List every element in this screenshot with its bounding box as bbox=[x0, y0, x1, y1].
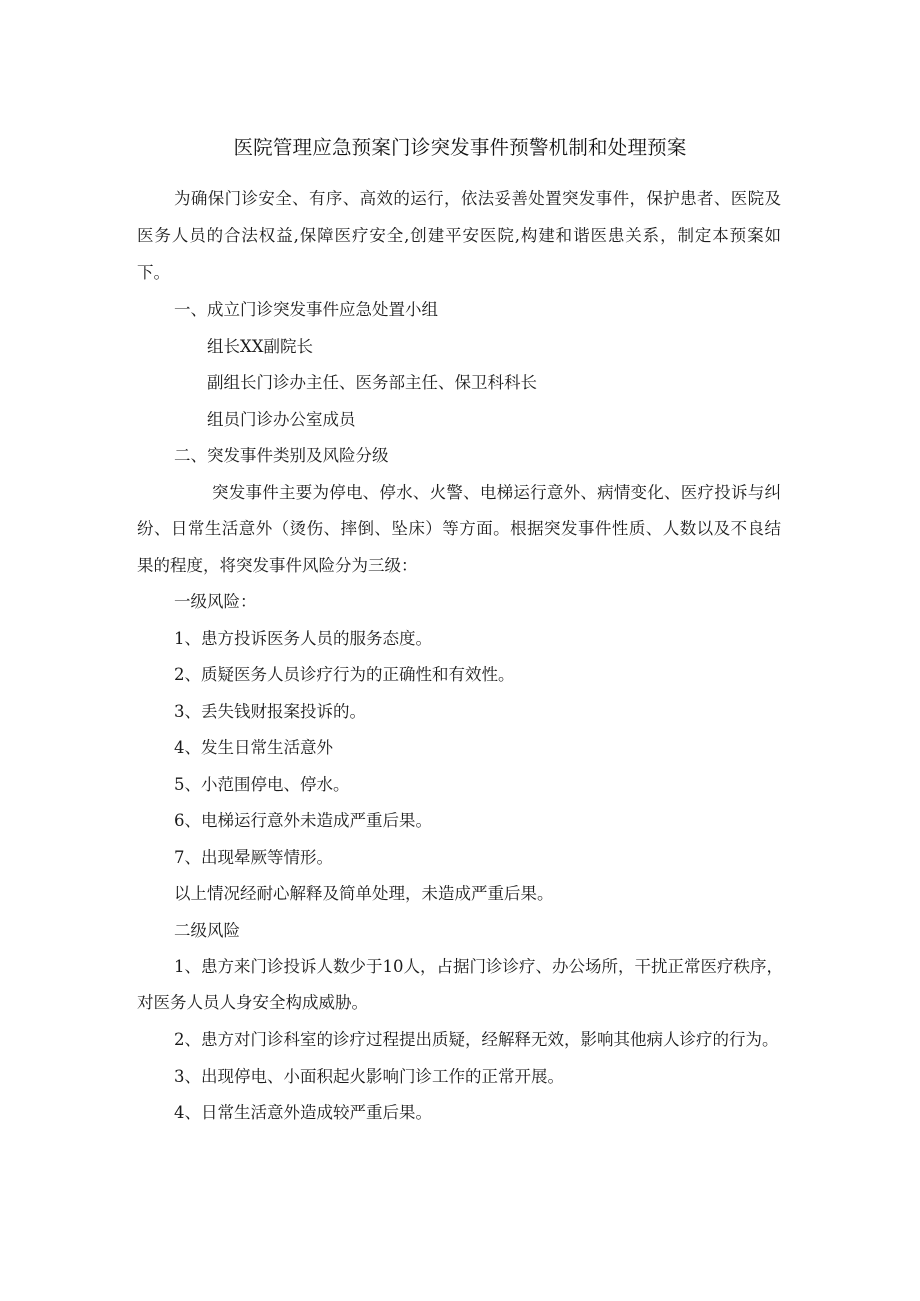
level1-heading: 一级风险： bbox=[174, 592, 257, 611]
level2-item-1-line-2: 对医务人员人身安全构成威胁。 bbox=[137, 993, 368, 1012]
intro-line-1: 为确保门诊安全、有序、高效的运行，依法妥善处置突发事件，保护患者、医院及 bbox=[174, 189, 781, 208]
intro-line-3: 下。 bbox=[137, 263, 170, 282]
section1-heading: 一、成立门诊突发事件应急处置小组 bbox=[174, 300, 438, 319]
level1-item-5: 5、小范围停电、停水。 bbox=[174, 775, 350, 794]
section2-intro-line-1: 突发事件主要为停电、停水、火警、电梯运行意外、病情变化、医疗投诉与纠 bbox=[212, 483, 781, 502]
member-staff: 组员门诊办公室成员 bbox=[207, 410, 356, 429]
level2-item-3: 3、出现停电、小面积起火影响门诊工作的正常开展。 bbox=[174, 1067, 564, 1086]
section2-heading: 二、突发事件类别及风险分级 bbox=[174, 446, 389, 465]
section2-intro-line-3: 果的程度，将突发事件风险分为三级： bbox=[137, 556, 418, 575]
level1-item-6: 6、电梯运行意外未造成严重后果。 bbox=[174, 811, 432, 830]
document-title: 医院管理应急预案门诊突发事件预警机制和处理预案 bbox=[233, 136, 687, 159]
member-deputy: 副组长门诊办主任、医务部主任、保卫科科长 bbox=[207, 373, 537, 392]
level1-item-4: 4、发生日常生活意外 bbox=[174, 738, 333, 757]
section2-intro-line-2: 纷、日常生活意外（烫伤、摔倒、坠床）等方面。根据突发事件性质、人数以及不良结 bbox=[137, 519, 781, 538]
level2-heading: 二级风险 bbox=[174, 921, 240, 940]
level2-item-1-line-1: 1、患方来门诊投诉人数少于10人，占据门诊诊疗、办公场所，干扰正常医疗秩序， bbox=[174, 957, 783, 976]
level2-item-4: 4、日常生活意外造成较严重后果。 bbox=[174, 1103, 432, 1122]
intro-line-2: 医务人员的合法权益,保障医疗安全,创建平安医院,构建和谐医患关系，制定本预案如 bbox=[137, 226, 781, 245]
level1-item-1: 1、患方投诉医务人员的服务态度。 bbox=[174, 629, 432, 648]
level1-summary: 以上情况经耐心解释及简单处理，未造成严重后果。 bbox=[174, 884, 554, 903]
level1-item-7: 7、出现晕厥等情形。 bbox=[174, 848, 333, 867]
level1-item-3: 3、丢失钱财报案投诉的。 bbox=[174, 702, 366, 721]
member-leader: 组长XX副院长 bbox=[207, 337, 313, 356]
level2-item-2: 2、患方对门诊科室的诊疗过程提出质疑，经解释无效，影响其他病人诊疗的行为。 bbox=[174, 1030, 779, 1049]
level1-item-2: 2、质疑医务人员诊疗行为的正确性和有效性。 bbox=[174, 665, 515, 684]
